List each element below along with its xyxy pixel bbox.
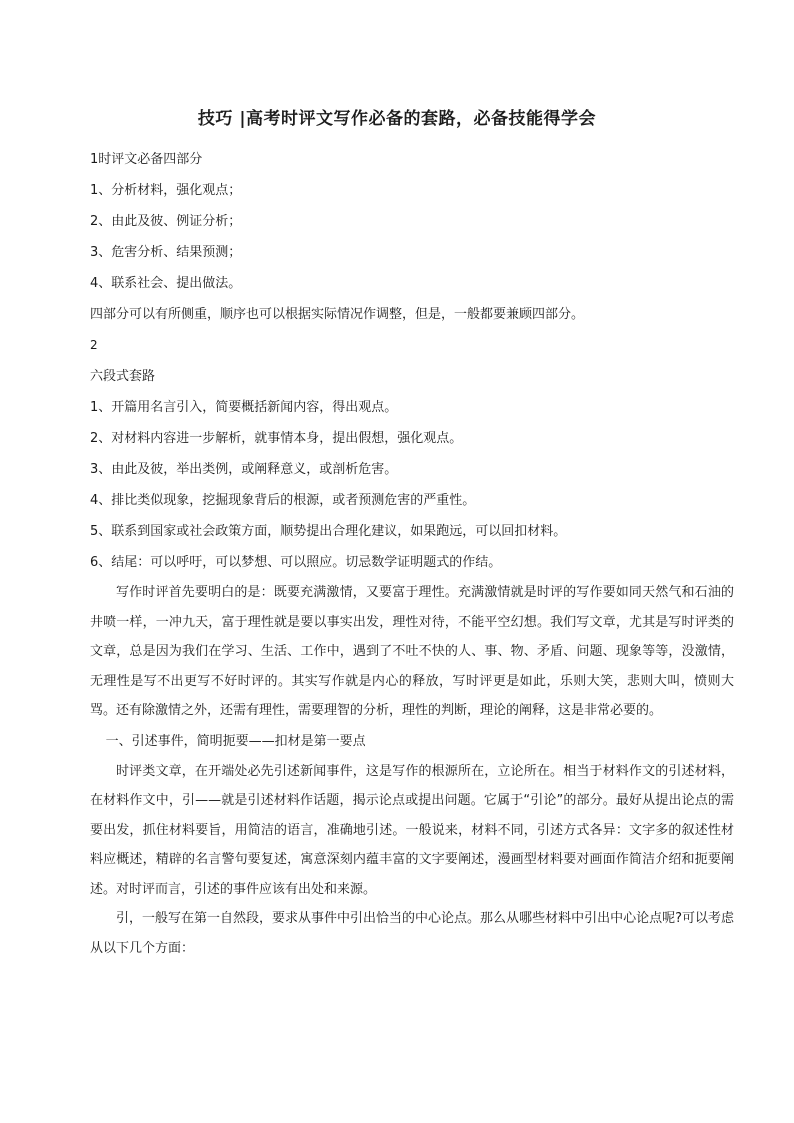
document-title: 技巧 |高考时评文写作必备的套路，必备技能得学会 bbox=[197, 109, 597, 129]
section2-item-6: 6、结尾：可以呼吁，可以梦想、可以照应。切忌数学证明题式的作结。 bbox=[90, 555, 502, 570]
paragraph-2: 时评类文章，在开端处必先引述新闻事件，这是写作的根源所在，立论所在。相当于材料作文的引述材料，在材料作文中，引——就是引述材料作话题，揭示论点或提出问题。它属于“引论”的部分。最好从提出论点的需要出发，抓住材料要旨，用简洁的语言，准确地引述。一般说来，材料不同，引述方式各异：文字多的叙述性材料应概述，精辟的名言警句要复述，寓意深刻内蕴丰富的文字要阐述，漫画型材料要对画面作简洁介绍和扼要阐述。对时评而言，引述的事件应该有出处和来源。 bbox=[90, 763, 734, 897]
document-body bbox=[90, 144, 734, 963]
section2-item-1: 1、开篇用名言引入，简要概括新闻内容，得出观点。 bbox=[90, 400, 398, 415]
paragraph-3: 引，一般写在第一自然段，要求从事件中引出恰当的中心论点。那么从哪些材料中引出中心论点呢?可以考虑从以下几个方面： bbox=[90, 911, 734, 956]
intro-paragraph: 写作时评首先要明白的是：既要充满激情，又要富于理性。充满激情就是时评的写作要如同天然气和石油的井喷一样，一冲九天，富于理性就是要以事实出发，理性对待，不能平空幻想。我们写文章，尤其是写时评类的文章，总是因为我们在学习、生活、工作中，遇到了不吐不快的人、事、物、矛盾、问题、现象等等，没激情，无理性是写不出更写不好时评的。其实写作就是内心的释放，写时评更是如此，乐则大笑，悲则大叫，愤则大骂。还有除激情之外，还需有理性，需要理智的分析，理性的判断，理论的阐释，这是非常必要的。 bbox=[90, 585, 734, 718]
subheading-1: 一、引述事件，简明扼要——扣材是第一要点 bbox=[105, 733, 366, 749]
section2-item-4: 4、排比类似现象，挖掘现象背后的根源，或者预测危害的严重性。 bbox=[90, 493, 476, 508]
section1-item-2: 2、由此及彼、例证分析； bbox=[90, 214, 242, 229]
section2-number: 2 bbox=[90, 338, 98, 352]
section2-item-3: 3、由此及彼，举出类例，或阐释意义，或剖析危害。 bbox=[90, 462, 398, 477]
section2-item-2: 2、对材料内容进一步解析，就事情本身，提出假想，强化观点。 bbox=[90, 431, 463, 446]
section1-heading: 1时评文必备四部分 bbox=[90, 152, 203, 167]
section1-note: 四部分可以有所侧重，顺序也可以根据实际情况作调整，但是，一般都要兼顾四部分。 bbox=[90, 307, 585, 322]
section1-item-1: 1、分析材料，强化观点； bbox=[90, 183, 242, 198]
section2-heading: 六段式套路 bbox=[90, 369, 156, 384]
section2-item-5: 5、联系到国家或社会政策方面，顺势提出合理化建议，如果跑远，可以回扣材料。 bbox=[90, 524, 567, 539]
section1-item-3: 3、危害分析、结果预测； bbox=[90, 245, 242, 260]
section1-item-4: 4、联系社会、提出做法。 bbox=[90, 276, 242, 291]
